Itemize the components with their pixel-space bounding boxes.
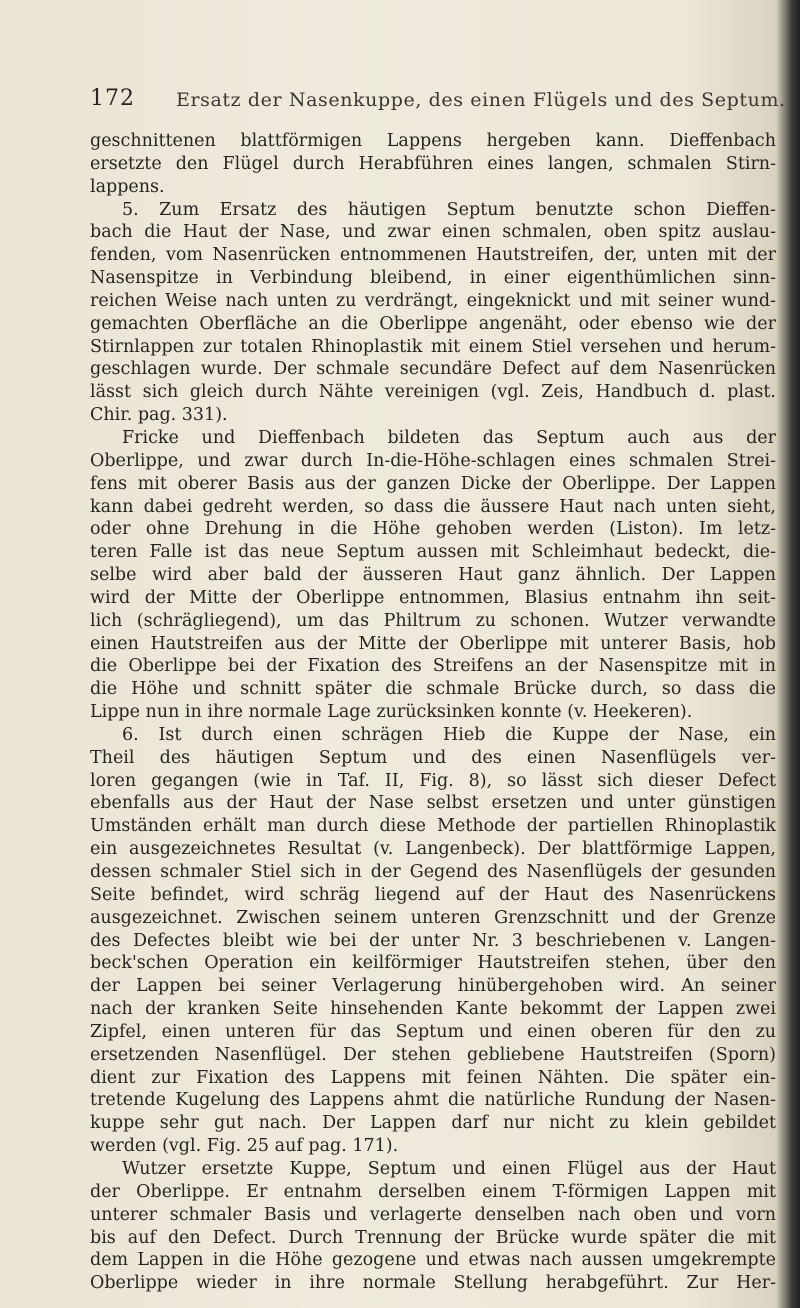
- text-line: wird der Mitte der Oberlippe entnommen, Blasius entnahm ihn seit-: [90, 587, 776, 608]
- text-line: tretende Kugelung des Lappens ahmt die natürliche Rundung der Nasen-: [90, 1090, 776, 1111]
- text-line: lappens.: [90, 176, 165, 197]
- text-line: Theil des häutigen Septum und des einen Nasenflügels ver-: [90, 747, 776, 768]
- text-line: Nasenspitze in Verbindung bleibend, in einer eigenthümlichen sinn-: [90, 268, 776, 289]
- text-line: ausgezeichnet. Zwischen seinem unteren Grenzschnitt und der Grenze: [90, 907, 776, 928]
- text-line: Chir. pag. 331).: [90, 405, 228, 426]
- text-line: dem Lappen in die Höhe gezogene und etwas nach aussen umgekrempte: [90, 1250, 776, 1271]
- text-line: Umständen erhält man durch diese Methode der partiellen Rhinoplastik: [90, 816, 776, 837]
- text-line: kann dabei gedreht werden, so dass die äussere Haut nach unten sieht,: [90, 496, 776, 517]
- text-line: loren gegangen (wie in Taf. II, Fig. 8), so lässt sich dieser Defect: [90, 770, 776, 791]
- text-line: lich (schrägliegend), um das Philtrum zu schonen. Wutzer verwandte: [90, 610, 776, 631]
- text-line: dessen schmaler Stiel sich in der Gegend des Nasenflügels der gesunden: [90, 862, 776, 882]
- text-line: Fricke und Dieffenbach bildeten das Septum auch aus der: [122, 427, 776, 448]
- text-line: einen Hautstreifen aus der Mitte der Oberlippe mit unterer Basis, hob: [90, 633, 776, 654]
- text-line: bach die Haut der Nase, und zwar einen schmalen, oben spitz auslau-: [90, 222, 776, 243]
- text-line: die Oberlippe bei der Fixation des Streifens an der Nasenspitze mit in: [90, 656, 776, 677]
- body-text: [90, 130, 776, 1295]
- text-line: reichen Weise nach unten zu verdrängt, eingeknickt und mit seiner wund-: [90, 290, 776, 311]
- text-line: selbe wird aber bald der äusseren Haut ganz ähnlich. Der Lappen: [90, 565, 776, 586]
- text-line: Stirnlappen zur totalen Rhinoplastik mit einem Stiel versehen und herum-: [90, 336, 776, 357]
- text-line: fens mit oberer Basis aus der ganzen Dicke der Oberlippe. Der Lappen: [90, 473, 776, 494]
- text-line: Oberlippe, und zwar durch In-die-Höhe-schlagen eines schmalen Strei-: [90, 450, 776, 471]
- page-number: 172: [90, 86, 135, 111]
- text-line: beck'schen Operation ein keilförmiger Hautstreifen stehen, über den: [90, 953, 776, 974]
- text-line: 6. Ist durch einen schrägen Hieb die Kuppe der Nase, ein: [122, 724, 776, 745]
- text-line: die Höhe und schnitt später die schmale Brücke durch, so dass die: [90, 679, 776, 700]
- text-line: fenden, vom Nasenrücken entnommenen Hautstreifen, der, unten mit der: [90, 245, 776, 266]
- text-line: kuppe sehr gut nach. Der Lappen darf nur nicht zu klein gebildet: [90, 1113, 776, 1134]
- text-line: ersetzte den Flügel durch Herabführen eines langen, schmalen Stirn-: [90, 153, 776, 174]
- text-line: Lippe nun in ihre normale Lage zurücksinken konnte (v. Heekeren).: [90, 702, 693, 723]
- running-head: Ersatz der Nasenkuppe, des einen Flügels und des Septum.: [176, 89, 786, 111]
- text-line: der Oberlippe. Er entnahm derselben einem T-förmigen Lappen mit: [90, 1181, 776, 1202]
- text-line: unterer schmaler Basis und verlagerte denselben nach oben und vorn: [90, 1204, 776, 1225]
- text-line: des Defectes bleibt wie bei der unter Nr. 3 beschriebenen v. Langen-: [90, 930, 776, 951]
- text-line: gemachten Oberfläche an die Oberlippe angenäht, oder ebenso wie der: [90, 313, 776, 334]
- text-line: dient zur Fixation des Lappens mit feinen Nähten. Die später ein-: [90, 1067, 776, 1088]
- page-header: [90, 86, 786, 116]
- text-line: teren Falle ist das neue Septum aussen mit Schleimhaut bedeckt, die-: [90, 542, 776, 563]
- text-line: ein ausgezeichnetes Resultat (v. Langenbeck). Der blattförmige Lappen,: [90, 839, 776, 860]
- text-line: werden (vgl. Fig. 25 auf pag. 171).: [90, 1136, 399, 1157]
- text-line: geschnittenen blattförmigen Lappens hergeben kann. Dieffenbach: [90, 131, 776, 151]
- text-line: Wutzer ersetzte Kuppe, Septum und einen Flügel aus der Haut: [122, 1158, 776, 1179]
- text-line: geschlagen wurde. Der schmale secundäre Defect auf dem Nasenrücken: [90, 359, 776, 380]
- text-line: oder ohne Drehung in die Höhe gehoben werden (Liston). Im letz-: [90, 519, 776, 540]
- text-line: ebenfalls aus der Haut der Nase selbst ersetzen und unter günstigen: [90, 793, 776, 814]
- text-line: Seite befindet, wird schräg liegend auf der Haut des Nasenrückens: [90, 884, 776, 905]
- text-line: 5. Zum Ersatz des häutigen Septum benutzte schon Dieffen-: [122, 199, 776, 220]
- text-line: Oberlippe wieder in ihre normale Stellung herabgeführt. Zur Her-: [90, 1273, 776, 1294]
- text-line: lässt sich gleich durch Nähte vereinigen (vgl. Zeis, Handbuch d. plast.: [90, 382, 776, 403]
- text-line: der Lappen bei seiner Verlagerung hinübergehoben wird. An seiner: [90, 976, 776, 997]
- text-line: ersetzenden Nasenflügel. Der stehen gebliebene Hautstreifen (Sporn): [90, 1044, 776, 1065]
- text-line: Zipfel, einen unteren für das Septum und einen oberen für den zu: [90, 1021, 776, 1042]
- text-line: nach der kranken Seite hinsehenden Kante bekommt der Lappen zwei: [90, 999, 776, 1020]
- text-line: bis auf den Defect. Durch Trennung der Brücke wurde später die mit: [90, 1227, 776, 1248]
